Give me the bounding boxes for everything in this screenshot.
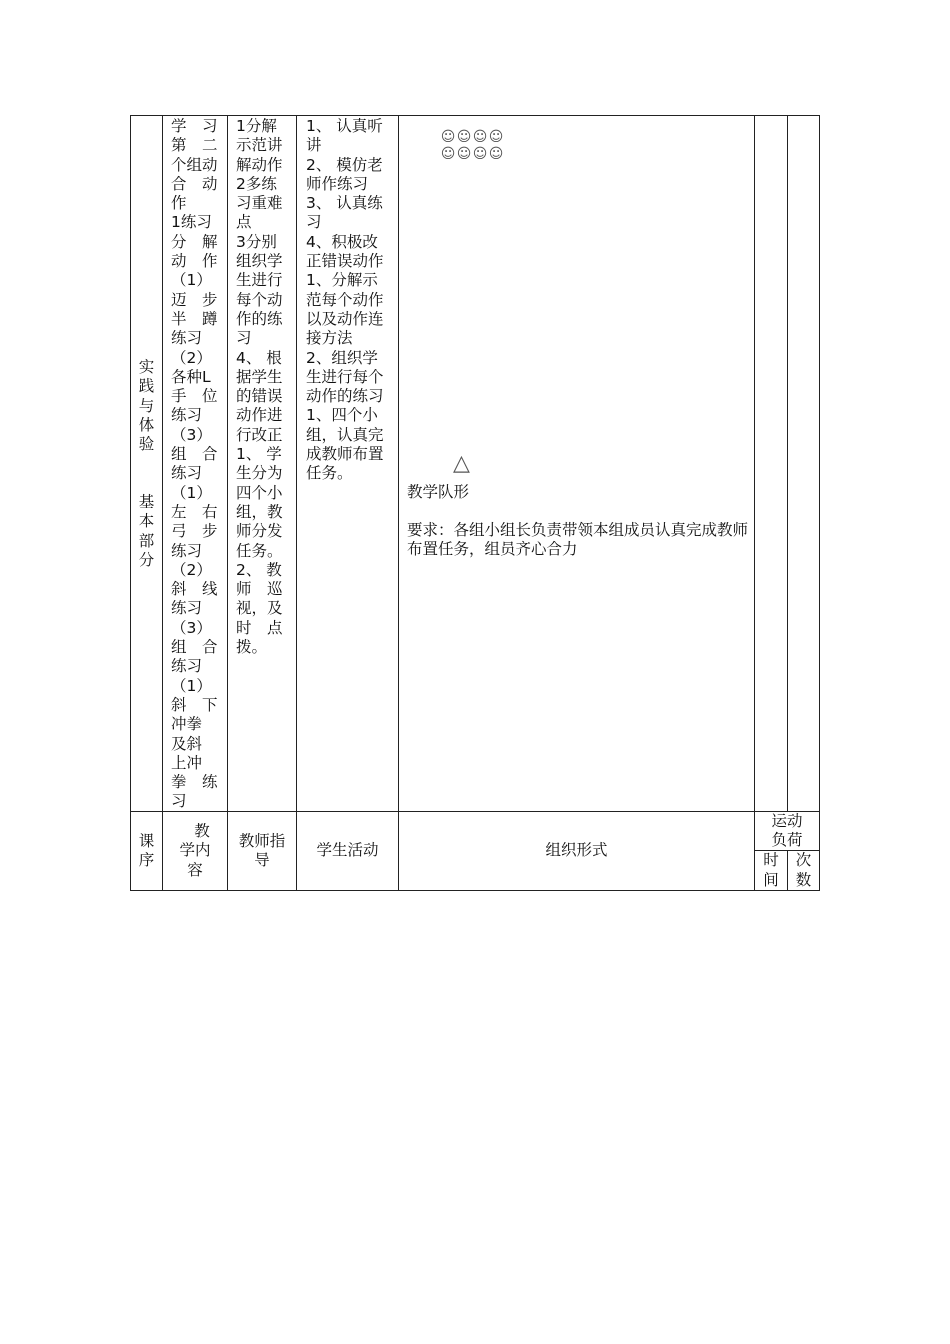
content-line: 手 位 <box>171 387 218 406</box>
content-line: 作 <box>171 194 187 213</box>
student-line: 组，认真完 <box>306 425 384 444</box>
content-line: 斜 线 <box>171 580 218 599</box>
teacher-line: 1、 学 <box>236 445 282 464</box>
content-line: 第 二 <box>171 136 218 155</box>
content-line: 练习 <box>171 657 203 676</box>
teacher-line: 组织学 <box>236 252 283 271</box>
content-line: 练习 <box>171 599 203 618</box>
student-activity <box>306 117 396 484</box>
content-line: 弓 步 <box>171 522 218 541</box>
content-line: 半 蹲 <box>171 309 218 328</box>
student-line: 讲 <box>306 136 322 155</box>
content-line: 各种L <box>171 367 211 386</box>
col-divider <box>162 115 163 891</box>
teacher-line: 习重难 <box>236 194 283 213</box>
content-line: 个组动 <box>171 155 218 174</box>
smiley-icon: ☺ <box>456 129 472 145</box>
content-line: 练习 <box>171 464 203 483</box>
content-line: （2） <box>171 348 212 367</box>
content-line: 学 习 <box>171 117 218 135</box>
teacher-triangle-icon: △ <box>453 451 470 476</box>
smiley-icon: ☺ <box>440 129 456 145</box>
header-count: 次 数 <box>795 851 812 889</box>
teacher-line: 行改正 <box>236 425 283 444</box>
teacher-line: 师 巡 <box>236 580 283 599</box>
content-line: 组 合 <box>171 638 218 657</box>
formation-label: 教学队形 <box>407 483 470 501</box>
student-line: 任务。 <box>306 464 353 483</box>
smiley-icon: ☺ <box>472 146 488 162</box>
col-divider <box>754 115 755 891</box>
content-line: 动 作 <box>171 252 218 271</box>
teacher-line: 任务。 <box>236 541 283 560</box>
student-formation <box>440 129 510 163</box>
content-line: 及斜 <box>171 734 203 753</box>
teacher-line: 习 <box>236 329 252 348</box>
content-line: （1） <box>171 483 212 502</box>
teacher-line: 四个小 <box>236 483 283 502</box>
content-line: 冲拳 <box>171 715 203 734</box>
teacher-line: 解动作 <box>236 155 283 174</box>
student-line: 成教师布置 <box>306 445 384 464</box>
student-line: 接方法 <box>306 329 353 348</box>
content-line: 习 <box>171 792 187 811</box>
teacher-line: 据学生 <box>236 367 283 386</box>
student-line: 3、 认真练 <box>306 194 383 213</box>
teacher-line: 1分解 <box>236 117 277 135</box>
smiley-icon: ☺ <box>488 146 504 162</box>
teacher-line: 动作进 <box>236 406 283 425</box>
content-line: （2） <box>171 560 212 579</box>
teacher-line: 的错误 <box>236 387 283 406</box>
teacher-line: 每个动 <box>236 290 283 309</box>
teacher-line: 拨。 <box>236 638 268 657</box>
teacher-line: 作的练 <box>236 309 283 328</box>
header-organization-form: 组织形式 <box>545 841 608 860</box>
teacher-line: 时 点 <box>236 618 283 637</box>
col-divider <box>787 115 788 812</box>
header-exercise-load: 运动 负荷 <box>771 811 803 849</box>
content-line: （1） <box>171 271 212 290</box>
teacher-line: 点 <box>236 213 252 232</box>
smiley-icon: ☺ <box>472 129 488 145</box>
teacher-line: 师分发 <box>236 522 283 541</box>
content-line: （3） <box>171 425 212 444</box>
student-line: 动作的练习 <box>306 387 384 406</box>
smiley-icon: ☺ <box>488 129 504 145</box>
teacher-guidance <box>236 117 292 657</box>
smiley-icon: ☺ <box>456 146 472 162</box>
smiley-icon: ☺ <box>440 146 456 162</box>
header-teaching-content: 教 学内 容 <box>179 822 211 879</box>
content-line: 练习 <box>171 329 203 348</box>
student-line: 2、组织学 <box>306 348 378 367</box>
content-line: 练习 <box>171 406 203 425</box>
student-line: 1、分解示 <box>306 271 378 290</box>
teacher-line: 组，教 <box>236 502 283 521</box>
col-divider <box>296 115 297 891</box>
col-divider <box>227 115 228 891</box>
teacher-line: 示范讲 <box>236 136 283 155</box>
col-divider <box>398 115 399 891</box>
teacher-line: 2、 教 <box>236 560 282 579</box>
content-line: 迈 步 <box>171 290 218 309</box>
student-line: 师作练习 <box>306 174 369 193</box>
content-line: （1） <box>171 676 212 695</box>
table-border-bottom <box>130 890 820 891</box>
content-line: 斜 下 <box>171 695 218 714</box>
teacher-line: 生进行 <box>236 271 283 290</box>
content-line: 1练习 <box>171 213 212 232</box>
content-line: 合 动 <box>171 174 218 193</box>
header-lesson-order: 课 序 <box>138 831 155 869</box>
header-time: 时 间 <box>763 851 779 889</box>
student-line: 1、 认真听 <box>306 117 383 135</box>
requirement-text: 要求：各组小组长负责带领本组成员认真完成教师布置任务，组员齐心合力 <box>407 521 749 559</box>
table-border-top <box>130 115 820 116</box>
section-label-basic: 基 本 部 分 <box>138 493 155 569</box>
teacher-line: 3分别 <box>236 232 277 251</box>
content-line: 拳 练 <box>171 773 218 792</box>
content-line: 上冲 <box>171 753 203 772</box>
table-border-right <box>819 115 820 891</box>
student-line: 生进行每个 <box>306 367 384 386</box>
content-line: 左 右 <box>171 502 218 521</box>
content-line: 分 解 <box>171 232 218 251</box>
header-teacher-guidance: 教师指 导 <box>238 831 286 869</box>
section-label-practice: 实 践 与 体 验 <box>138 358 155 454</box>
content-line: 组 合 <box>171 445 218 464</box>
student-line: 以及动作连 <box>306 309 384 328</box>
content-line: 练习 <box>171 541 203 560</box>
teaching-content <box>171 117 223 812</box>
content-line: （3） <box>171 618 212 637</box>
student-line: 习 <box>306 213 322 232</box>
student-line: 2、 模仿老 <box>306 155 383 174</box>
header-student-activity: 学生活动 <box>316 841 379 860</box>
student-line: 正错误动作 <box>306 252 384 271</box>
teacher-line: 生分为 <box>236 464 283 483</box>
student-line: 范每个动作 <box>306 290 384 309</box>
student-line: 1、四个小 <box>306 406 378 425</box>
lesson-plan-table <box>130 115 820 891</box>
teacher-line: 2多练 <box>236 174 277 193</box>
student-line: 4、积极改 <box>306 232 378 251</box>
teacher-line: 4、 根 <box>236 348 282 367</box>
teacher-line: 视，及 <box>236 599 283 618</box>
